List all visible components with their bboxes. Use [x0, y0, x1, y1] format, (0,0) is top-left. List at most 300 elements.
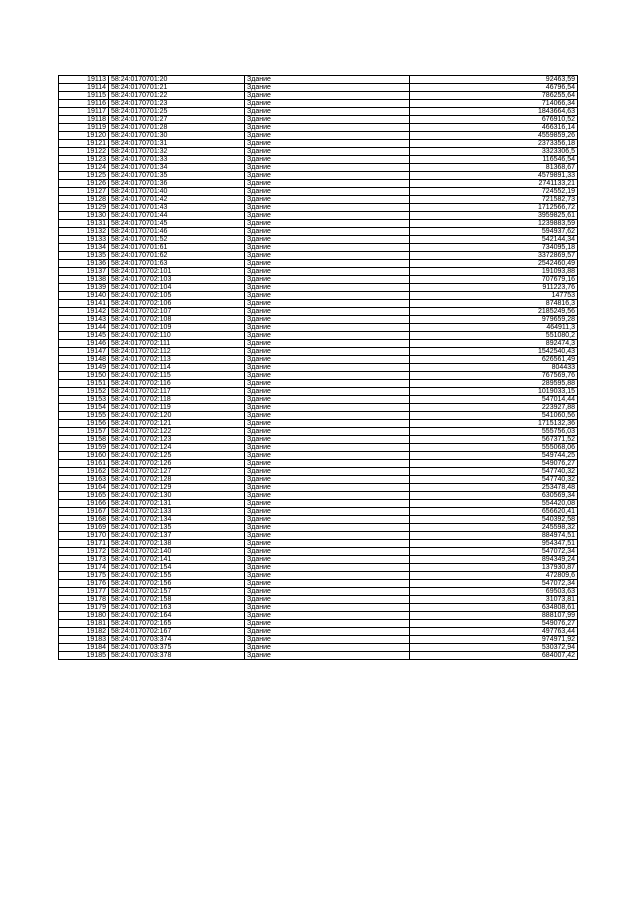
value-cell: 676910,52	[410, 116, 578, 124]
object-type-cell: Здание	[245, 100, 410, 108]
cadastral-number-cell: 58:24:0170701:21	[109, 84, 245, 92]
value-cell: 554420,08	[410, 500, 578, 508]
cadastral-number-cell: 58:24:0170701:40	[109, 188, 245, 196]
cadastral-number-cell: 58:24:0170701:25	[109, 108, 245, 116]
row-number-cell: 19136	[59, 260, 109, 268]
value-cell: 626561,49	[410, 356, 578, 364]
table-row	[59, 468, 578, 476]
cadastral-number-cell: 58:24:0170701:44	[109, 212, 245, 220]
cadastral-number-cell: 58:24:0170703:378	[109, 652, 245, 660]
value-cell: 147753	[410, 292, 578, 300]
cadastral-number-cell: 58:24:0170702:101	[109, 268, 245, 276]
object-type-cell: Здание	[245, 572, 410, 580]
row-number-cell: 19115	[59, 92, 109, 100]
value-cell: 684007,42	[410, 652, 578, 660]
table-row	[59, 100, 578, 108]
value-cell: 3959825,61	[410, 212, 578, 220]
row-number-cell: 19125	[59, 172, 109, 180]
cadastral-number-cell: 58:24:0170702:164	[109, 612, 245, 620]
object-type-cell: Здание	[245, 140, 410, 148]
cadastral-number-cell: 58:24:0170702:114	[109, 364, 245, 372]
cadastral-number-cell: 58:24:0170702:108	[109, 316, 245, 324]
table-row	[59, 420, 578, 428]
cadastral-number-cell: 58:24:0170702:109	[109, 324, 245, 332]
value-cell: 4579891,33	[410, 172, 578, 180]
value-cell: 547072,34	[410, 548, 578, 556]
object-type-cell: Здание	[245, 412, 410, 420]
row-number-cell: 19184	[59, 644, 109, 652]
cadastral-number-cell: 58:24:0170701:23	[109, 100, 245, 108]
object-type-cell: Здание	[245, 300, 410, 308]
value-cell: 551080,2	[410, 332, 578, 340]
object-type-cell: Здание	[245, 596, 410, 604]
table-row	[59, 316, 578, 324]
table-row	[59, 588, 578, 596]
object-type-cell: Здание	[245, 508, 410, 516]
object-type-cell: Здание	[245, 76, 410, 84]
value-cell: 2741133,21	[410, 180, 578, 188]
value-cell: 1715132,36	[410, 420, 578, 428]
row-number-cell: 19166	[59, 500, 109, 508]
cadastral-number-cell: 58:24:0170702:112	[109, 348, 245, 356]
table-row	[59, 188, 578, 196]
row-number-cell: 19132	[59, 228, 109, 236]
cadastral-number-cell: 58:24:0170703:375	[109, 644, 245, 652]
row-number-cell: 19116	[59, 100, 109, 108]
value-cell: 884974,51	[410, 532, 578, 540]
row-number-cell: 19118	[59, 116, 109, 124]
value-cell: 497763,44	[410, 628, 578, 636]
cadastral-number-cell: 58:24:0170702:113	[109, 356, 245, 364]
row-number-cell: 19150	[59, 372, 109, 380]
row-number-cell: 19170	[59, 532, 109, 540]
cadastral-number-cell: 58:24:0170702:167	[109, 628, 245, 636]
table-row	[59, 564, 578, 572]
row-number-cell: 19180	[59, 612, 109, 620]
table-row	[59, 260, 578, 268]
value-cell: 137930,87	[410, 564, 578, 572]
row-number-cell: 19176	[59, 580, 109, 588]
row-number-cell: 19119	[59, 124, 109, 132]
value-cell: 630569,34	[410, 492, 578, 500]
cadastral-number-cell: 58:24:0170702:110	[109, 332, 245, 340]
object-type-cell: Здание	[245, 612, 410, 620]
cadastral-number-cell: 58:24:0170702:157	[109, 588, 245, 596]
table-row	[59, 92, 578, 100]
row-number-cell: 19144	[59, 324, 109, 332]
object-type-cell: Здание	[245, 524, 410, 532]
object-type-cell: Здание	[245, 420, 410, 428]
object-type-cell: Здание	[245, 556, 410, 564]
cadastral-number-cell: 58:24:0170701:63	[109, 260, 245, 268]
row-number-cell: 19140	[59, 292, 109, 300]
table-row	[59, 308, 578, 316]
row-number-cell: 19174	[59, 564, 109, 572]
table-row	[59, 460, 578, 468]
value-cell: 2185249,56	[410, 308, 578, 316]
row-number-cell: 19158	[59, 436, 109, 444]
row-number-cell: 19145	[59, 332, 109, 340]
table-row	[59, 228, 578, 236]
row-number-cell: 19123	[59, 156, 109, 164]
cadastral-number-cell: 58:24:0170701:35	[109, 172, 245, 180]
cadastral-number-cell: 58:24:0170701:62	[109, 252, 245, 260]
row-number-cell: 19113	[59, 76, 109, 84]
table-row	[59, 476, 578, 484]
value-cell: 786255,64	[410, 92, 578, 100]
object-type-cell: Здание	[245, 380, 410, 388]
value-cell: 547014,44	[410, 396, 578, 404]
cadastral-number-cell: 58:24:0170702:120	[109, 412, 245, 420]
table-row	[59, 596, 578, 604]
object-type-cell: Здание	[245, 204, 410, 212]
object-type-cell: Здание	[245, 484, 410, 492]
cadastral-number-cell: 58:24:0170702:118	[109, 396, 245, 404]
table-row	[59, 108, 578, 116]
object-type-cell: Здание	[245, 644, 410, 652]
table-row	[59, 444, 578, 452]
row-number-cell: 19148	[59, 356, 109, 364]
object-type-cell: Здание	[245, 284, 410, 292]
object-type-cell: Здание	[245, 252, 410, 260]
cadastral-number-cell: 58:24:0170702:111	[109, 340, 245, 348]
object-type-cell: Здание	[245, 372, 410, 380]
object-type-cell: Здание	[245, 340, 410, 348]
object-type-cell: Здание	[245, 228, 410, 236]
cadastral-number-cell: 58:24:0170702:137	[109, 532, 245, 540]
object-type-cell: Здание	[245, 516, 410, 524]
object-type-cell: Здание	[245, 92, 410, 100]
table-row	[59, 620, 578, 628]
cadastral-number-cell: 58:24:0170701:42	[109, 196, 245, 204]
value-cell: 714066,34	[410, 100, 578, 108]
value-cell: 656620,41	[410, 508, 578, 516]
table-row	[59, 332, 578, 340]
row-number-cell: 19157	[59, 428, 109, 436]
object-type-cell: Здание	[245, 108, 410, 116]
row-number-cell: 19129	[59, 204, 109, 212]
value-cell: 31073,81	[410, 596, 578, 604]
row-number-cell: 19147	[59, 348, 109, 356]
table-row	[59, 372, 578, 380]
row-number-cell: 19163	[59, 476, 109, 484]
table-row	[59, 436, 578, 444]
value-cell: 974971,92	[410, 636, 578, 644]
object-type-cell: Здание	[245, 492, 410, 500]
object-type-cell: Здание	[245, 116, 410, 124]
value-cell: 549076,27	[410, 620, 578, 628]
object-type-cell: Здание	[245, 260, 410, 268]
value-cell: 911223,76	[410, 284, 578, 292]
cadastral-number-cell: 58:24:0170701:52	[109, 236, 245, 244]
table-row	[59, 508, 578, 516]
object-type-cell: Здание	[245, 404, 410, 412]
table-row	[59, 156, 578, 164]
value-cell: 892474,3	[410, 340, 578, 348]
object-type-cell: Здание	[245, 276, 410, 284]
value-cell: 1712566,72	[410, 204, 578, 212]
value-cell: 555756,03	[410, 428, 578, 436]
row-number-cell: 19182	[59, 628, 109, 636]
table-row	[59, 116, 578, 124]
cadastral-number-cell: 58:24:0170701:31	[109, 140, 245, 148]
table-row	[59, 244, 578, 252]
value-cell: 116546,54	[410, 156, 578, 164]
object-type-cell: Здание	[245, 652, 410, 660]
data-table	[58, 75, 578, 660]
row-number-cell: 19117	[59, 108, 109, 116]
row-number-cell: 19171	[59, 540, 109, 548]
value-cell: 2373356,18	[410, 140, 578, 148]
value-cell: 549076,27	[410, 460, 578, 468]
value-cell: 541060,56	[410, 412, 578, 420]
row-number-cell: 19134	[59, 244, 109, 252]
table-row	[59, 452, 578, 460]
cadastral-number-cell: 58:24:0170702:116	[109, 380, 245, 388]
table-row	[59, 612, 578, 620]
object-type-cell: Здание	[245, 148, 410, 156]
cadastral-number-cell: 58:24:0170702:121	[109, 420, 245, 428]
cadastral-number-cell: 58:24:0170702:140	[109, 548, 245, 556]
row-number-cell: 19135	[59, 252, 109, 260]
cadastral-number-cell: 58:24:0170701:20	[109, 76, 245, 84]
row-number-cell: 19126	[59, 180, 109, 188]
row-number-cell: 19164	[59, 484, 109, 492]
row-number-cell: 19138	[59, 276, 109, 284]
cadastral-number-cell: 58:24:0170702:135	[109, 524, 245, 532]
row-number-cell: 19152	[59, 388, 109, 396]
cadastral-number-cell: 58:24:0170702:138	[109, 540, 245, 548]
cadastral-number-cell: 58:24:0170702:126	[109, 460, 245, 468]
value-cell: 223927,88	[410, 404, 578, 412]
table-row	[59, 348, 578, 356]
table-row	[59, 540, 578, 548]
row-number-cell: 19183	[59, 636, 109, 644]
table-row	[59, 580, 578, 588]
row-number-cell: 19149	[59, 364, 109, 372]
object-type-cell: Здание	[245, 164, 410, 172]
table-row	[59, 164, 578, 172]
object-type-cell: Здание	[245, 196, 410, 204]
row-number-cell: 19185	[59, 652, 109, 660]
cadastral-number-cell: 58:24:0170702:165	[109, 620, 245, 628]
table-row	[59, 404, 578, 412]
cadastral-number-cell: 58:24:0170702:154	[109, 564, 245, 572]
table-row	[59, 212, 578, 220]
table-row	[59, 324, 578, 332]
table-row	[59, 340, 578, 348]
object-type-cell: Здание	[245, 244, 410, 252]
row-number-cell: 19165	[59, 492, 109, 500]
object-type-cell: Здание	[245, 396, 410, 404]
object-type-cell: Здание	[245, 444, 410, 452]
value-cell: 804433	[410, 364, 578, 372]
cadastral-number-cell: 58:24:0170701:28	[109, 124, 245, 132]
table-row	[59, 148, 578, 156]
cadastral-number-cell: 58:24:0170702:141	[109, 556, 245, 564]
cadastral-number-cell: 58:24:0170702:134	[109, 516, 245, 524]
table-row	[59, 636, 578, 644]
cadastral-number-cell: 58:24:0170702:104	[109, 284, 245, 292]
cadastral-number-cell: 58:24:0170701:36	[109, 180, 245, 188]
value-cell: 540392,58	[410, 516, 578, 524]
table-row	[59, 572, 578, 580]
row-number-cell: 19130	[59, 212, 109, 220]
row-number-cell: 19178	[59, 596, 109, 604]
row-number-cell: 19172	[59, 548, 109, 556]
row-number-cell: 19155	[59, 412, 109, 420]
row-number-cell: 19114	[59, 84, 109, 92]
object-type-cell: Здание	[245, 324, 410, 332]
table-row	[59, 492, 578, 500]
value-cell: 81368,67	[410, 164, 578, 172]
value-cell: 3323306,5	[410, 148, 578, 156]
cadastral-number-cell: 58:24:0170702:115	[109, 372, 245, 380]
table-row	[59, 396, 578, 404]
object-type-cell: Здание	[245, 388, 410, 396]
table-row	[59, 292, 578, 300]
table-row	[59, 132, 578, 140]
table-row	[59, 236, 578, 244]
cadastral-number-cell: 58:24:0170701:61	[109, 244, 245, 252]
cadastral-number-cell: 58:24:0170702:133	[109, 508, 245, 516]
table-row	[59, 196, 578, 204]
table-row	[59, 532, 578, 540]
cadastral-number-cell: 58:24:0170702:105	[109, 292, 245, 300]
cadastral-number-cell: 58:24:0170701:27	[109, 116, 245, 124]
cadastral-number-cell: 58:24:0170702:125	[109, 452, 245, 460]
row-number-cell: 19168	[59, 516, 109, 524]
value-cell: 547740,32	[410, 476, 578, 484]
value-cell: 245598,32	[410, 524, 578, 532]
row-number-cell: 19175	[59, 572, 109, 580]
object-type-cell: Здание	[245, 212, 410, 220]
object-type-cell: Здание	[245, 604, 410, 612]
value-cell: 954347,51	[410, 540, 578, 548]
table-row	[59, 548, 578, 556]
object-type-cell: Здание	[245, 292, 410, 300]
row-number-cell: 19154	[59, 404, 109, 412]
cadastral-number-cell: 58:24:0170702:158	[109, 596, 245, 604]
cadastral-number-cell: 58:24:0170702:131	[109, 500, 245, 508]
value-cell: 530372,94	[410, 644, 578, 652]
table-row	[59, 428, 578, 436]
value-cell: 979659,28	[410, 316, 578, 324]
table-row	[59, 556, 578, 564]
row-number-cell: 19133	[59, 236, 109, 244]
table-row	[59, 484, 578, 492]
row-number-cell: 19120	[59, 132, 109, 140]
row-number-cell: 19169	[59, 524, 109, 532]
value-cell: 1843664,63	[410, 108, 578, 116]
table-row	[59, 300, 578, 308]
table-row	[59, 380, 578, 388]
object-type-cell: Здание	[245, 348, 410, 356]
row-number-cell: 19146	[59, 340, 109, 348]
row-number-cell: 19143	[59, 316, 109, 324]
object-type-cell: Здание	[245, 436, 410, 444]
cadastral-number-cell: 58:24:0170703:374	[109, 636, 245, 644]
cadastral-number-cell: 58:24:0170701:43	[109, 204, 245, 212]
row-number-cell: 19131	[59, 220, 109, 228]
object-type-cell: Здание	[245, 172, 410, 180]
value-cell: 3372869,57	[410, 252, 578, 260]
table-body	[59, 76, 578, 660]
value-cell: 734095,18	[410, 244, 578, 252]
cadastral-number-cell: 58:24:0170702:123	[109, 436, 245, 444]
object-type-cell: Здание	[245, 132, 410, 140]
table-row	[59, 220, 578, 228]
table-row	[59, 252, 578, 260]
value-cell: 724552,19	[410, 188, 578, 196]
row-number-cell: 19128	[59, 196, 109, 204]
row-number-cell: 19177	[59, 588, 109, 596]
cadastral-number-cell: 58:24:0170701:32	[109, 148, 245, 156]
cadastral-number-cell: 58:24:0170701:45	[109, 220, 245, 228]
table-row	[59, 652, 578, 660]
row-number-cell: 19151	[59, 380, 109, 388]
row-number-cell: 19127	[59, 188, 109, 196]
cadastral-number-cell: 58:24:0170702:156	[109, 580, 245, 588]
value-cell: 46796,54	[410, 84, 578, 92]
table-row	[59, 284, 578, 292]
cadastral-number-cell: 58:24:0170702:119	[109, 404, 245, 412]
row-number-cell: 19181	[59, 620, 109, 628]
value-cell: 1542540,43	[410, 348, 578, 356]
object-type-cell: Здание	[245, 580, 410, 588]
table-row	[59, 500, 578, 508]
row-number-cell: 19167	[59, 508, 109, 516]
row-number-cell: 19179	[59, 604, 109, 612]
value-cell: 466316,14	[410, 124, 578, 132]
row-number-cell: 19139	[59, 284, 109, 292]
value-cell: 594937,62	[410, 228, 578, 236]
cadastral-number-cell: 58:24:0170702:128	[109, 476, 245, 484]
table-row	[59, 356, 578, 364]
row-number-cell: 19141	[59, 300, 109, 308]
cadastral-number-cell: 58:24:0170702:155	[109, 572, 245, 580]
cadastral-number-cell: 58:24:0170702:122	[109, 428, 245, 436]
value-cell: 888107,99	[410, 612, 578, 620]
table-row	[59, 644, 578, 652]
row-number-cell: 19124	[59, 164, 109, 172]
cadastral-number-cell: 58:24:0170702:106	[109, 300, 245, 308]
table-row	[59, 124, 578, 132]
cadastral-number-cell: 58:24:0170702:130	[109, 492, 245, 500]
row-number-cell: 19160	[59, 452, 109, 460]
object-type-cell: Здание	[245, 364, 410, 372]
row-number-cell: 19161	[59, 460, 109, 468]
object-type-cell: Здание	[245, 308, 410, 316]
cadastral-number-cell: 58:24:0170702:117	[109, 388, 245, 396]
object-type-cell: Здание	[245, 628, 410, 636]
object-type-cell: Здание	[245, 84, 410, 92]
cadastral-number-cell: 58:24:0170701:34	[109, 164, 245, 172]
object-type-cell: Здание	[245, 124, 410, 132]
object-type-cell: Здание	[245, 476, 410, 484]
value-cell: 567371,52	[410, 436, 578, 444]
value-cell: 92463,59	[410, 76, 578, 84]
value-cell: 549744,25	[410, 452, 578, 460]
cadastral-number-cell: 58:24:0170701:33	[109, 156, 245, 164]
object-type-cell: Здание	[245, 188, 410, 196]
table-row	[59, 172, 578, 180]
cadastral-number-cell: 58:24:0170702:127	[109, 468, 245, 476]
table-row	[59, 276, 578, 284]
object-type-cell: Здание	[245, 540, 410, 548]
object-type-cell: Здание	[245, 500, 410, 508]
table-row	[59, 84, 578, 92]
